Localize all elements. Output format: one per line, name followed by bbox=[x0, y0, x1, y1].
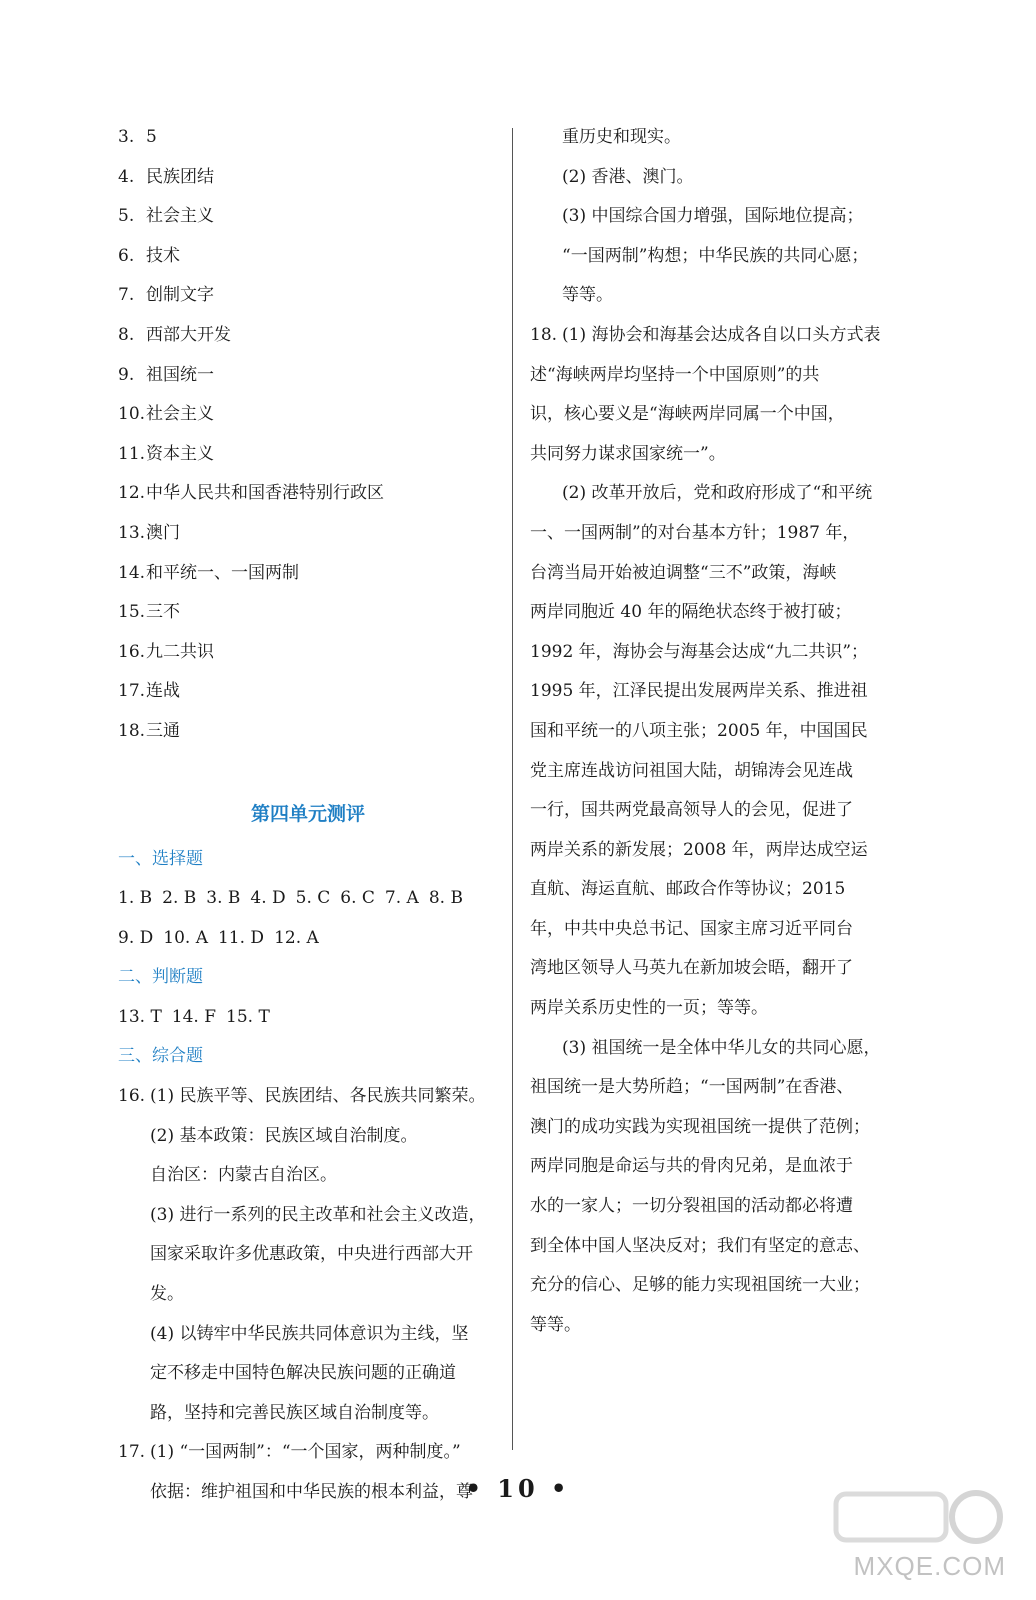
fill-answer-item bbox=[118, 593, 498, 633]
fill-answer-item bbox=[118, 435, 498, 475]
item-answer: 连战 bbox=[146, 681, 180, 702]
answer-line: 一、一国两制”的对台基本方针；1987 年， bbox=[530, 522, 860, 543]
item-answer: 社会主义 bbox=[146, 206, 214, 227]
item-number: 6. bbox=[118, 245, 135, 266]
answer-line: 等等。 bbox=[530, 1314, 581, 1335]
answer-line: (2) 基本政策：民族区域自治制度。 bbox=[150, 1125, 418, 1146]
question-number: 16. bbox=[118, 1086, 146, 1107]
fill-answer-item bbox=[118, 197, 498, 237]
answer-cell: 9. D bbox=[118, 927, 154, 948]
answer-cell: 15. T bbox=[226, 1006, 270, 1027]
question-18 bbox=[530, 316, 912, 1345]
answer-cell: 3. B bbox=[206, 888, 241, 909]
mcq-answers-row-1 bbox=[118, 879, 498, 919]
answer-cell: 8. B bbox=[428, 888, 463, 909]
item-number: 17. bbox=[118, 681, 146, 702]
fill-answer-item bbox=[118, 395, 498, 435]
answer-line: 澳门的成功实践为实现祖国统一提供了范例； bbox=[530, 1116, 870, 1137]
question-16 bbox=[118, 1077, 498, 1433]
answer-line: 识，核心要义是“海峡两岸同属一个中国， bbox=[530, 404, 845, 425]
item-number: 9. bbox=[118, 364, 135, 385]
answer-line: (3) 祖国统一是全体中华儿女的共同心愿， bbox=[562, 1037, 881, 1058]
fill-answer-item bbox=[118, 276, 498, 316]
right-column bbox=[530, 118, 912, 1345]
page-number: • 10 • bbox=[465, 1474, 571, 1503]
unit-title: 第四单元测评 bbox=[250, 802, 365, 825]
item-answer: 九二共识 bbox=[146, 641, 214, 662]
answer-cell: 2. B bbox=[162, 888, 197, 909]
section-heading-judgement: 二、判断题 bbox=[118, 967, 203, 988]
answer-line: 直航、海运直航、邮政合作等协议；2015 bbox=[530, 879, 846, 900]
answer-cell: 10. A bbox=[163, 927, 208, 948]
answer-line: (4) 以铸牢中华民族共同体意识为主线，坚 bbox=[150, 1323, 469, 1344]
column-divider bbox=[512, 128, 513, 1450]
item-answer: 技术 bbox=[146, 245, 180, 266]
item-answer: 社会主义 bbox=[146, 404, 214, 425]
watermark-text: MXQE.COM bbox=[853, 1551, 1006, 1581]
fill-answer-item bbox=[118, 712, 498, 752]
answer-cell: 5. C bbox=[295, 888, 331, 909]
item-number: 5. bbox=[118, 206, 135, 227]
answer-line: 定不移走中国特色解决民族问题的正确道 bbox=[150, 1363, 456, 1384]
answer-line: 台湾当局开始被迫调整“三不”政策，海峡 bbox=[530, 562, 837, 583]
answer-line: 湾地区领导人马英九在新加坡会晤，翻开了 bbox=[530, 958, 853, 979]
fill-answer-item bbox=[118, 118, 498, 158]
item-answer: 民族团结 bbox=[146, 166, 214, 187]
question-number: 18. bbox=[530, 324, 558, 345]
answer-line: (1) 民族平等、民族团结、各民族共同繁荣。 bbox=[150, 1086, 486, 1107]
fill-answer-item bbox=[118, 554, 498, 594]
fill-answer-item bbox=[118, 514, 498, 554]
item-number: 7. bbox=[118, 285, 135, 306]
item-number: 16. bbox=[118, 641, 146, 662]
answer-line: 两岸关系历史性的一页；等等。 bbox=[530, 998, 768, 1019]
item-number: 4. bbox=[118, 166, 135, 187]
fill-answer-item bbox=[118, 474, 498, 514]
fill-answer-item bbox=[118, 316, 498, 356]
item-answer: 和平统一、一国两制 bbox=[146, 562, 299, 583]
fill-answer-item bbox=[118, 158, 498, 198]
item-number: 11. bbox=[118, 443, 146, 464]
answer-line: 两岸关系的新发展；2008 年，两岸达成空运 bbox=[530, 839, 868, 860]
item-number: 10. bbox=[118, 404, 146, 425]
item-number: 18. bbox=[118, 720, 146, 741]
answer-line: 国家采取许多优惠政策，中央进行西部大开发。 bbox=[150, 1244, 473, 1305]
question-number: 17. bbox=[118, 1442, 146, 1463]
answer-line: 共同努力谋求国家统一”。 bbox=[530, 443, 726, 464]
item-answer: 澳门 bbox=[146, 522, 180, 543]
question-17-continued bbox=[530, 118, 912, 316]
item-number: 15. bbox=[118, 602, 146, 623]
answer-cell: 7. A bbox=[384, 888, 419, 909]
fill-answer-item bbox=[118, 356, 498, 396]
answer-cell: 4. D bbox=[250, 888, 286, 909]
answer-line: (3) 中国综合国力增强，国际地位提高； bbox=[562, 206, 864, 227]
answer-line: 等等。 bbox=[562, 285, 613, 306]
tf-answers-row bbox=[118, 998, 498, 1038]
item-number: 3. bbox=[118, 127, 135, 147]
answer-line: (2) 香港、澳门。 bbox=[562, 166, 694, 187]
answer-line: 两岸同胞近 40 年的隔绝状态终于被打破； bbox=[530, 602, 852, 623]
answer-line: 1992 年，海协会与海基会达成“九二共识”； bbox=[530, 641, 869, 662]
answer-cell: 11. D bbox=[217, 927, 265, 948]
answer-line: 一行，国共两党最高领导人的会见，促进了 bbox=[530, 800, 853, 821]
answer-line: 国和平统一的八项主张；2005 年，中国国民 bbox=[530, 720, 868, 741]
answer-line: 述“海峡两岸均坚持一个中国原则”的共 bbox=[530, 364, 820, 385]
item-answer: 西部大开发 bbox=[146, 324, 231, 345]
answer-line: (3) 进行一系列的民主改革和社会主义改造， bbox=[150, 1204, 486, 1225]
answer-line: 水的一家人；一切分裂祖国的活动都必将遭 bbox=[530, 1196, 853, 1217]
fill-answer-item bbox=[118, 237, 498, 277]
item-number: 8. bbox=[118, 324, 135, 345]
fill-answer-item bbox=[118, 672, 498, 712]
answer-line: “一国两制”构想；中华民族的共同心愿； bbox=[562, 245, 869, 266]
section-heading-comprehensive: 三、综合题 bbox=[118, 1046, 203, 1067]
answer-line: 到全体中国人坚决反对；我们有坚定的意志、 bbox=[530, 1235, 870, 1256]
item-number: 12. bbox=[118, 483, 146, 504]
item-answer: 三通 bbox=[146, 720, 180, 741]
item-answer: 创制文字 bbox=[146, 285, 214, 306]
answer-line: (1) “一国两制”：“一个国家，两种制度。” bbox=[150, 1442, 461, 1463]
answer-cell: 12. A bbox=[274, 927, 319, 948]
answer-line: 祖国统一是大势所趋；“一国两制”在香港、 bbox=[530, 1077, 854, 1098]
answer-cell: 14. F bbox=[171, 1006, 217, 1027]
answer-line: 两岸同胞是命运与共的骨肉兄弟，是血浓于 bbox=[530, 1156, 853, 1177]
answer-line: 路，坚持和完善民族区域自治制度等。 bbox=[150, 1402, 439, 1423]
left-column bbox=[118, 118, 498, 1513]
item-answer: 资本主义 bbox=[146, 443, 214, 464]
section-heading-choice: 一、选择题 bbox=[118, 848, 203, 869]
answer-line: 重历史和现实。 bbox=[562, 127, 681, 147]
question-18-body bbox=[530, 316, 912, 1345]
answer-line: 年，中共中央总书记、国家主席习近平同台 bbox=[530, 918, 853, 939]
answer-cell: 6. C bbox=[340, 888, 375, 909]
item-answer: 中华人民共和国香港特别行政区 bbox=[146, 483, 384, 504]
answer-line: 1995 年，江泽民提出发展两岸关系、推进祖 bbox=[530, 681, 868, 702]
answer-line: 党主席连战访问祖国大陆，胡锦涛会见连战 bbox=[530, 760, 853, 781]
mcq-answers-row-2 bbox=[118, 919, 498, 959]
answer-cell: 1. B bbox=[118, 888, 153, 909]
answer-line: 自治区：内蒙古自治区。 bbox=[150, 1165, 337, 1186]
item-answer: 5 bbox=[146, 127, 157, 147]
answer-cell: 13. T bbox=[118, 1006, 162, 1027]
item-number: 13. bbox=[118, 522, 146, 543]
answer-line: (2) 改革开放后，党和政府形成了“和平统 bbox=[562, 483, 873, 504]
answer-line: (1) 海协会和海基会达成各自以口头方式表 bbox=[562, 324, 881, 345]
answer-line: 依据：维护祖国和中华民族的根本利益，尊 bbox=[150, 1482, 473, 1502]
fill-answer-item bbox=[118, 633, 498, 673]
item-answer: 祖国统一 bbox=[146, 364, 214, 385]
fill-answer-list bbox=[118, 118, 498, 752]
item-answer: 三不 bbox=[146, 602, 180, 623]
answer-line: 充分的信心、足够的能力实现祖国统一大业； bbox=[530, 1275, 870, 1296]
item-number: 14. bbox=[118, 562, 146, 583]
